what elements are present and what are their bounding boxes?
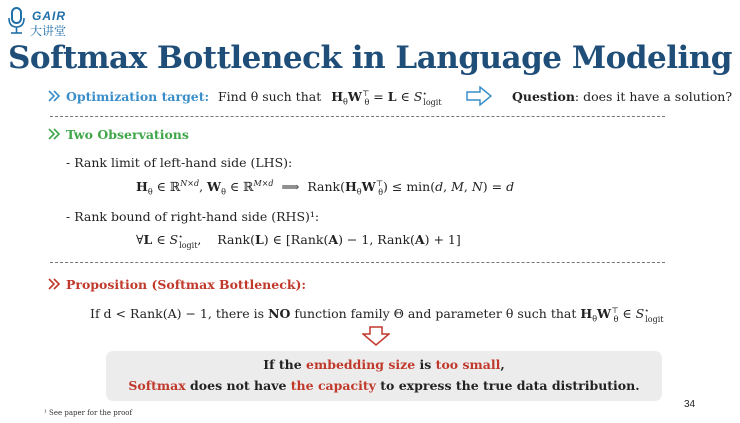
arrow-down-icon	[362, 326, 390, 346]
optimization-formula: $H_\theta W^⊤_\theta = L$ ∈ $S^⋆_{logit}$	[331, 89, 442, 107]
question-text	[512, 89, 732, 104]
conclusion-highlight: the capacity	[290, 378, 376, 393]
microphone-icon	[6, 6, 28, 36]
lhs-formula: $H_\theta$ ∈ ℝ$^{N\times d}$, $W_\theta$ ∈ ℝ$^{M\times d}$ ⟹ $Rank(H_\theta W^⊤_\theta) \le \min(d$, M, N) = d	[136, 179, 515, 197]
rhs-formula: ∀L ∈ $S^⋆_{logit}$, Rank(L) ∈ [Rank(A) − 1, Rank(A) + 1]	[136, 232, 461, 250]
proposition-no: NO	[268, 306, 291, 322]
page-number: 34	[684, 399, 696, 410]
optimization-statement	[218, 89, 442, 107]
chevron-right-icon	[48, 128, 62, 140]
question-label: Question	[512, 89, 575, 104]
conclusion-highlight: Softmax	[128, 378, 186, 393]
conclusion-highlight: embedding size	[306, 357, 416, 372]
proposition-label: Proposition (Softmax Bottleneck):	[65, 277, 307, 292]
conclusion-text: does not have	[185, 378, 291, 393]
gair-logo	[6, 6, 76, 38]
footnote: ¹ See paper for the proof	[44, 409, 133, 417]
conclusion-line-2	[106, 378, 662, 393]
proposition-text-after: function family Θ and parameter θ such that	[294, 306, 577, 322]
proposition-statement	[90, 306, 664, 324]
optimization-text: Find θ such that	[218, 89, 322, 105]
optimization-label: Optimization target:	[65, 89, 210, 104]
conclusion-line-1	[106, 357, 662, 372]
observations-label: Two Observations	[65, 127, 189, 142]
observations-header	[48, 127, 189, 142]
conclusion-text: If the	[263, 357, 307, 372]
logo-line1: GAIR	[32, 9, 66, 23]
chevron-right-icon	[48, 90, 62, 102]
question-body: : does it have a solution?	[574, 89, 733, 104]
chevron-right-icon	[48, 278, 62, 290]
proposition-formula: $H_\theta W^⊤_\theta$ ∈ $S^⋆_{logit}$	[580, 306, 664, 324]
conclusion-box	[106, 351, 662, 401]
proposition-header	[48, 277, 306, 292]
rhs-text: - Rank bound of right-hand side (RHS)¹:	[66, 209, 320, 224]
optimization-row	[48, 89, 209, 104]
lhs-text: - Rank limit of left-hand side (LHS):	[66, 155, 293, 170]
arrow-right-icon	[466, 86, 492, 106]
conclusion-highlight: too small	[435, 357, 501, 372]
proposition-text-before: If d < Rank(A) − 1, there is	[90, 306, 265, 322]
conclusion-text: is	[415, 357, 436, 372]
divider-1	[50, 116, 665, 117]
divider-2	[50, 262, 665, 263]
slide-title: Softmax Bottleneck in Language Modeling	[8, 40, 732, 76]
logo-line2: 大讲堂	[30, 24, 67, 38]
conclusion-text: ,	[500, 357, 505, 372]
conclusion-text: to express the true data distribution.	[375, 378, 640, 393]
